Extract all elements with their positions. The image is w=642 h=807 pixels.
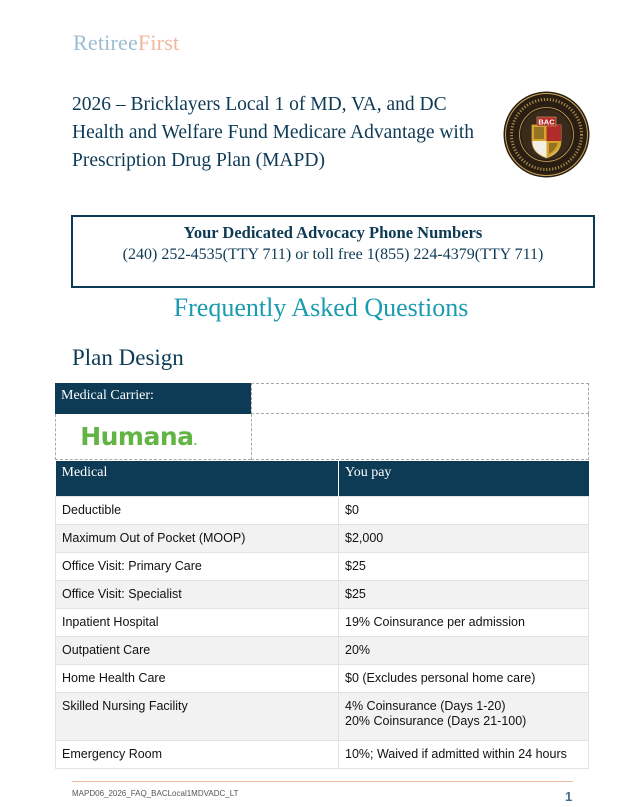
row-item: Maximum Out of Pocket (MOOP) xyxy=(56,524,339,552)
row-item: Home Health Care xyxy=(56,664,339,692)
table-row xyxy=(56,552,589,580)
row-value: 20% xyxy=(339,636,589,664)
plan-design-table xyxy=(55,461,589,769)
row-item: Deductible xyxy=(56,496,339,524)
row-item: Office Visit: Specialist xyxy=(56,580,339,608)
brand-part2: First xyxy=(137,30,180,55)
row-item: Office Visit: Primary Care xyxy=(56,552,339,580)
table-row xyxy=(56,524,589,552)
document-title: 2026 – Bricklayers Local 1 of MD, VA, and DC Health and Welfare Fund Medicare Advantage with Prescription Drug Plan (MAPD) xyxy=(72,94,475,171)
row-value: $0 (Excludes personal home care) xyxy=(339,664,589,692)
footer-divider xyxy=(72,781,573,782)
table-row xyxy=(56,692,589,740)
medical-carrier-table xyxy=(55,383,589,460)
table-row xyxy=(56,740,589,768)
footer-document-code: MAPD06_2026_FAQ_BACLocal1MDVADC_LT xyxy=(72,789,239,798)
row-value: $25 xyxy=(339,580,589,608)
bac-seal-icon xyxy=(503,91,590,178)
phone-numbers: (240) 252-4535(TTY 711) or toll free 1(855) 224-4379(TTY 711) xyxy=(122,246,544,263)
advocacy-phone-box xyxy=(71,215,595,288)
row-value-line: 20% Coinsurance (Days 21-100) xyxy=(345,713,527,728)
row-value-line: 4% Coinsurance (Days 1-20) xyxy=(345,698,506,713)
carrier-empty-cell xyxy=(251,414,589,460)
column-header-medical: Medical xyxy=(56,461,339,496)
medical-carrier-label: Medical Carrier: xyxy=(55,383,251,414)
table-row xyxy=(56,580,589,608)
column-header-you-pay: You pay xyxy=(339,461,589,496)
row-value: $2,000 xyxy=(339,524,589,552)
table-row xyxy=(56,608,589,636)
humana-logo-text: Humana xyxy=(80,422,194,451)
humana-logo: Humana. xyxy=(80,422,197,451)
row-item: Inpatient Hospital xyxy=(56,608,339,636)
row-value: 19% Coinsurance per admission xyxy=(339,608,589,636)
row-value xyxy=(339,692,589,740)
row-item: Emergency Room xyxy=(56,740,339,768)
row-item: Outpatient Care xyxy=(56,636,339,664)
table-row xyxy=(56,496,589,524)
phone-box-title: Your Dedicated Advocacy Phone Numbers xyxy=(183,223,483,242)
faq-heading: Frequently Asked Questions xyxy=(173,293,469,322)
carrier-empty-cell xyxy=(251,383,589,414)
brand-part1: Retiree xyxy=(73,30,138,55)
row-value: 10%; Waived if admitted within 24 hours xyxy=(339,740,589,768)
table-row xyxy=(56,664,589,692)
row-value: $25 xyxy=(339,552,589,580)
row-item: Skilled Nursing Facility xyxy=(56,692,339,740)
row-value: $0 xyxy=(339,496,589,524)
retireefirst-logo xyxy=(73,30,179,56)
plan-design-heading: Plan Design xyxy=(72,345,184,370)
seal-label: BAC xyxy=(538,117,555,127)
table-row xyxy=(56,636,589,664)
carrier-logo-cell xyxy=(55,414,251,460)
page-number: 1 xyxy=(565,789,573,804)
